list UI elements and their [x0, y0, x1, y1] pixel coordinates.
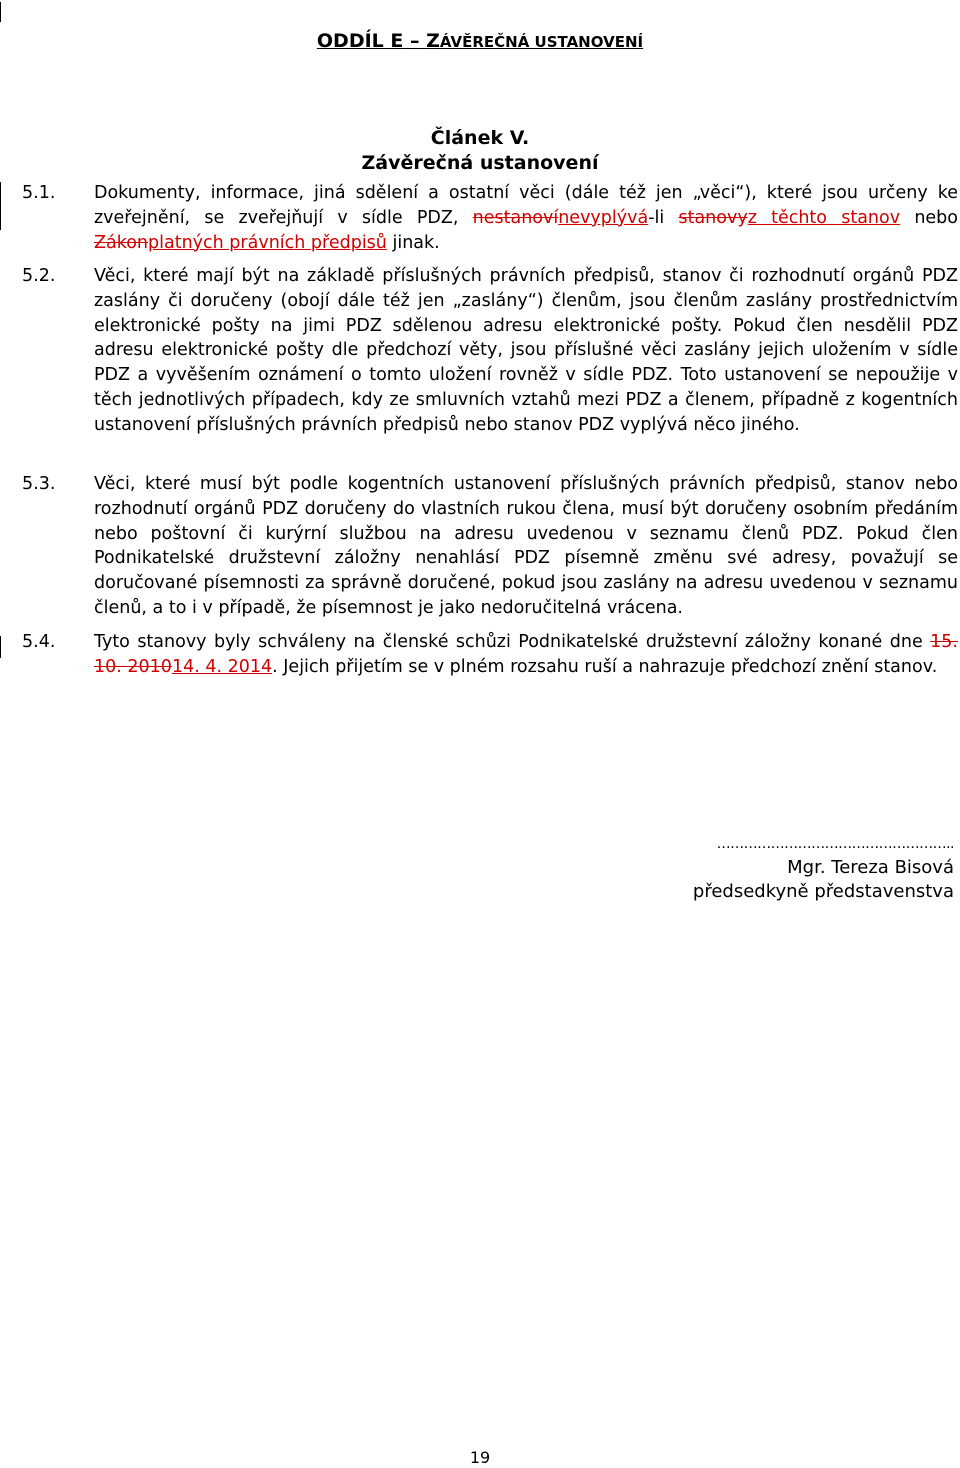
article-title: Článek V.: [430, 127, 530, 149]
deleted-text: stanovy: [678, 207, 748, 228]
inserted-text: z těchto stanov: [747, 207, 901, 228]
clause-text: [94, 181, 958, 255]
text-segment: Tyto stanovy byly schváleny na členské schůzi Podnikatelské družstevní záložny konané dne: [94, 632, 931, 652]
section-title-initial: Z: [426, 30, 440, 52]
clause-number: 5.3.: [22, 474, 56, 494]
clause-number: 5.2.: [22, 266, 56, 286]
section-title-dash: –: [403, 30, 427, 52]
section-title-part: ODDÍL E: [316, 30, 404, 52]
text-segment: nebo: [900, 207, 958, 228]
clause-text: [94, 264, 958, 438]
clause-5-2: [22, 264, 958, 438]
text-segment: Dokumenty, informace, jiná sdělení a ostatní věci (dále též jen „věci“), které jsou určeny ke zveřejnění, se zveřejňují v sídle PDZ,: [94, 183, 958, 228]
page-number: 19: [469, 1448, 491, 1467]
signatory-name: Mgr. Tereza Bisová: [787, 857, 954, 878]
clause-text: [94, 472, 958, 621]
clause-5-3: [22, 472, 958, 621]
change-bar-clause-5-4: [0, 636, 1, 658]
text-segment: jinak.: [386, 232, 440, 253]
clause-5-1: [22, 181, 958, 255]
text-segment: -li: [648, 207, 679, 228]
text-segment: Věci, které musí být podle kogentních ustanovení příslušných právních předpisů, stanov nebo rozhodnutí orgánů PDZ doručeny do vlastních rukou člena, musí být doručeny osobním předáním nebo poštovní či kurýrní službou na adresu uvedenou v seznamu členů PDZ. Pokud člen Podnikatelské družstevní záložny nenahlásí PDZ písemně změnu své adresy, považují se doručované písemnosti za správně doručené, pokud jsou zaslány na adresu uvedenou v seznamu členů, a to i v případě, že písemnost je jako nedoručitelná vrácena.: [94, 474, 958, 618]
inserted-text: platných právních předpisů: [148, 232, 387, 253]
article-subtitle: Závěrečná ustanovení: [361, 152, 599, 174]
clause-text: [94, 630, 958, 680]
deleted-text: 15. 10. 2010: [94, 632, 958, 677]
clause-number: 5.1.: [22, 183, 56, 203]
signature-line: ……………………………………………..: [716, 836, 954, 852]
inserted-text: 14. 4. 2014: [171, 656, 273, 677]
text-segment: Věci, které mají být na základě příslušných právních předpisů, stanov či rozhodnutí orgánů PDZ zaslány či doručeny (obojí dále též jen „zaslány“) členům, jsou členům zaslány prostřednictvím elektronické pošty na jimi PDZ sdělenou adresu elektronické pošty. Pokud člen nesdělil PDZ adresu elektronické pošty dle předchozí věty, jsou příslušné věci zaslány jejich uložením v sídle PDZ a vyvěšením oznámení o tomto uložení rovněž v sídle PDZ. Toto ustanovení se nepoužije v těch jednotlivých případech, kdy ze smluvních vztahů mezi PDZ a členem, případně z kogentních ustanovení příslušných právních předpisů nebo stanov PDZ vyplývá něco jiného.: [94, 266, 958, 435]
section-title: [0, 30, 960, 52]
change-bar-top: [0, 2, 1, 22]
signatory-role: předsedkyně představenstva: [692, 881, 954, 902]
inserted-text: nevyplývá: [558, 207, 649, 228]
change-bar-clause-5-1: [0, 182, 1, 230]
text-segment: . Jejich přijetím se v plném rozsahu ruší a nahrazuje předchozí znění stanov.: [272, 656, 938, 677]
section-title-rest: ÁVĚREČNÁ USTANOVENÍ: [439, 33, 644, 51]
clause-number: 5.4.: [22, 632, 56, 652]
deleted-text: nestanoví: [472, 207, 559, 228]
clause-5-4: [22, 630, 958, 680]
deleted-text: Zákon: [94, 232, 149, 253]
